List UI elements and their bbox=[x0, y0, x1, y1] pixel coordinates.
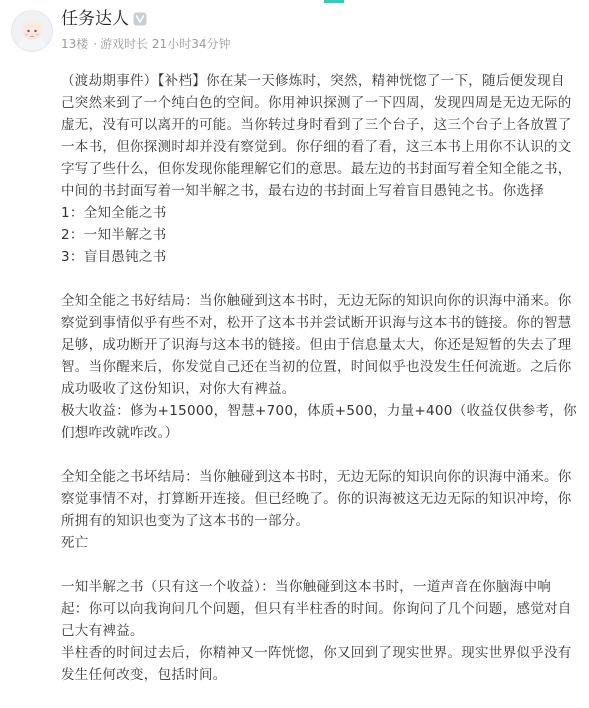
choice-1: 1：全知全能之书 bbox=[61, 205, 167, 221]
choice-2: 2：一知半解之书 bbox=[61, 227, 167, 243]
half-knowledge-text: 一知半解之书（只有这一个收益）：当你触碰到这本书时，一道声音在你脑海中响起：你可以向我询问几个问题，但只有半柱香的时间。你询问了几个问题，感觉对自己大有裨益。 bbox=[61, 579, 572, 639]
post-content bbox=[61, 70, 577, 686]
choice-3: 3：盲目愚钝之书 bbox=[61, 249, 167, 265]
good-ending-text: 全知全能之书好结局：当你触碰到这本书时，无边无际的知识向你的识海中涌来。你察觉到事情似乎有些不对，松开了这本书并尝试断开识海与这本书的链接。你的智慧足够，成功断开了识海与这本书的链接。但由于信息量太大，你还是短暂的失去了理智。当你醒来后，你发觉自己还在当初的位置，时间似乎也没发生任何流逝。之后你成功吸收了这份知识，对你大有裨益。 bbox=[61, 293, 572, 397]
meta-separator: · bbox=[93, 37, 98, 51]
avatar[interactable] bbox=[11, 10, 53, 52]
reward-text: 极大收益：修为+15000，智慧+700，体质+500，力量+400（收益仅供参考，你们想咋改就咋改。） bbox=[61, 403, 577, 441]
paragraph-gap bbox=[61, 444, 577, 466]
post-meta bbox=[61, 36, 232, 52]
floor-number: 13楼 bbox=[61, 37, 89, 51]
paragraph-gap bbox=[61, 268, 577, 290]
story-intro: （渡劫期事件）【补档】你在某一天修炼时，突然，精神恍惚了一下，随后便发现自己突然来到了一个纯白色的空间。你用神识探测了一下四周，发现四周是无边无际的虚无，没有可以离开的可能。当你转过身时看到了三个台子，这三个台子上各放置了一本书，但你探测时却并没有察觉到。你仔细的看了看，这三本书上用你不认识的文字写了些什么，但你发现你能理解它们的意思。最左边的书封面写着全知全能之书，中间的书封面写着一知半解之书，最右边的书封面上写着盲目愚钝之书。你选择 bbox=[61, 73, 572, 199]
username[interactable]: 任务达人 bbox=[61, 9, 129, 29]
avatar-image-icon bbox=[12, 11, 52, 51]
play-time: 游戏时长 21小时34分钟 bbox=[100, 37, 231, 51]
death-text: 死亡 bbox=[61, 535, 89, 551]
verified-badge-icon bbox=[133, 12, 147, 26]
bad-ending-text: 全知全能之书坏结局：当你触碰到这本书时，无边无际的知识向你的识海中涌来。你察觉事情不对，打算断开连接。但已经晚了。你的识海被这无边无际的知识冲垮，你所拥有的知识也变为了这本书的一部分。 bbox=[61, 469, 572, 529]
return-text: 半柱香的时间过去后，你精神又一阵恍惚，你又回到了现实世界。现实世界似乎没有发生任何改变，包括时间。 bbox=[61, 645, 572, 683]
paragraph-gap bbox=[61, 554, 577, 576]
post-header bbox=[0, 0, 589, 64]
